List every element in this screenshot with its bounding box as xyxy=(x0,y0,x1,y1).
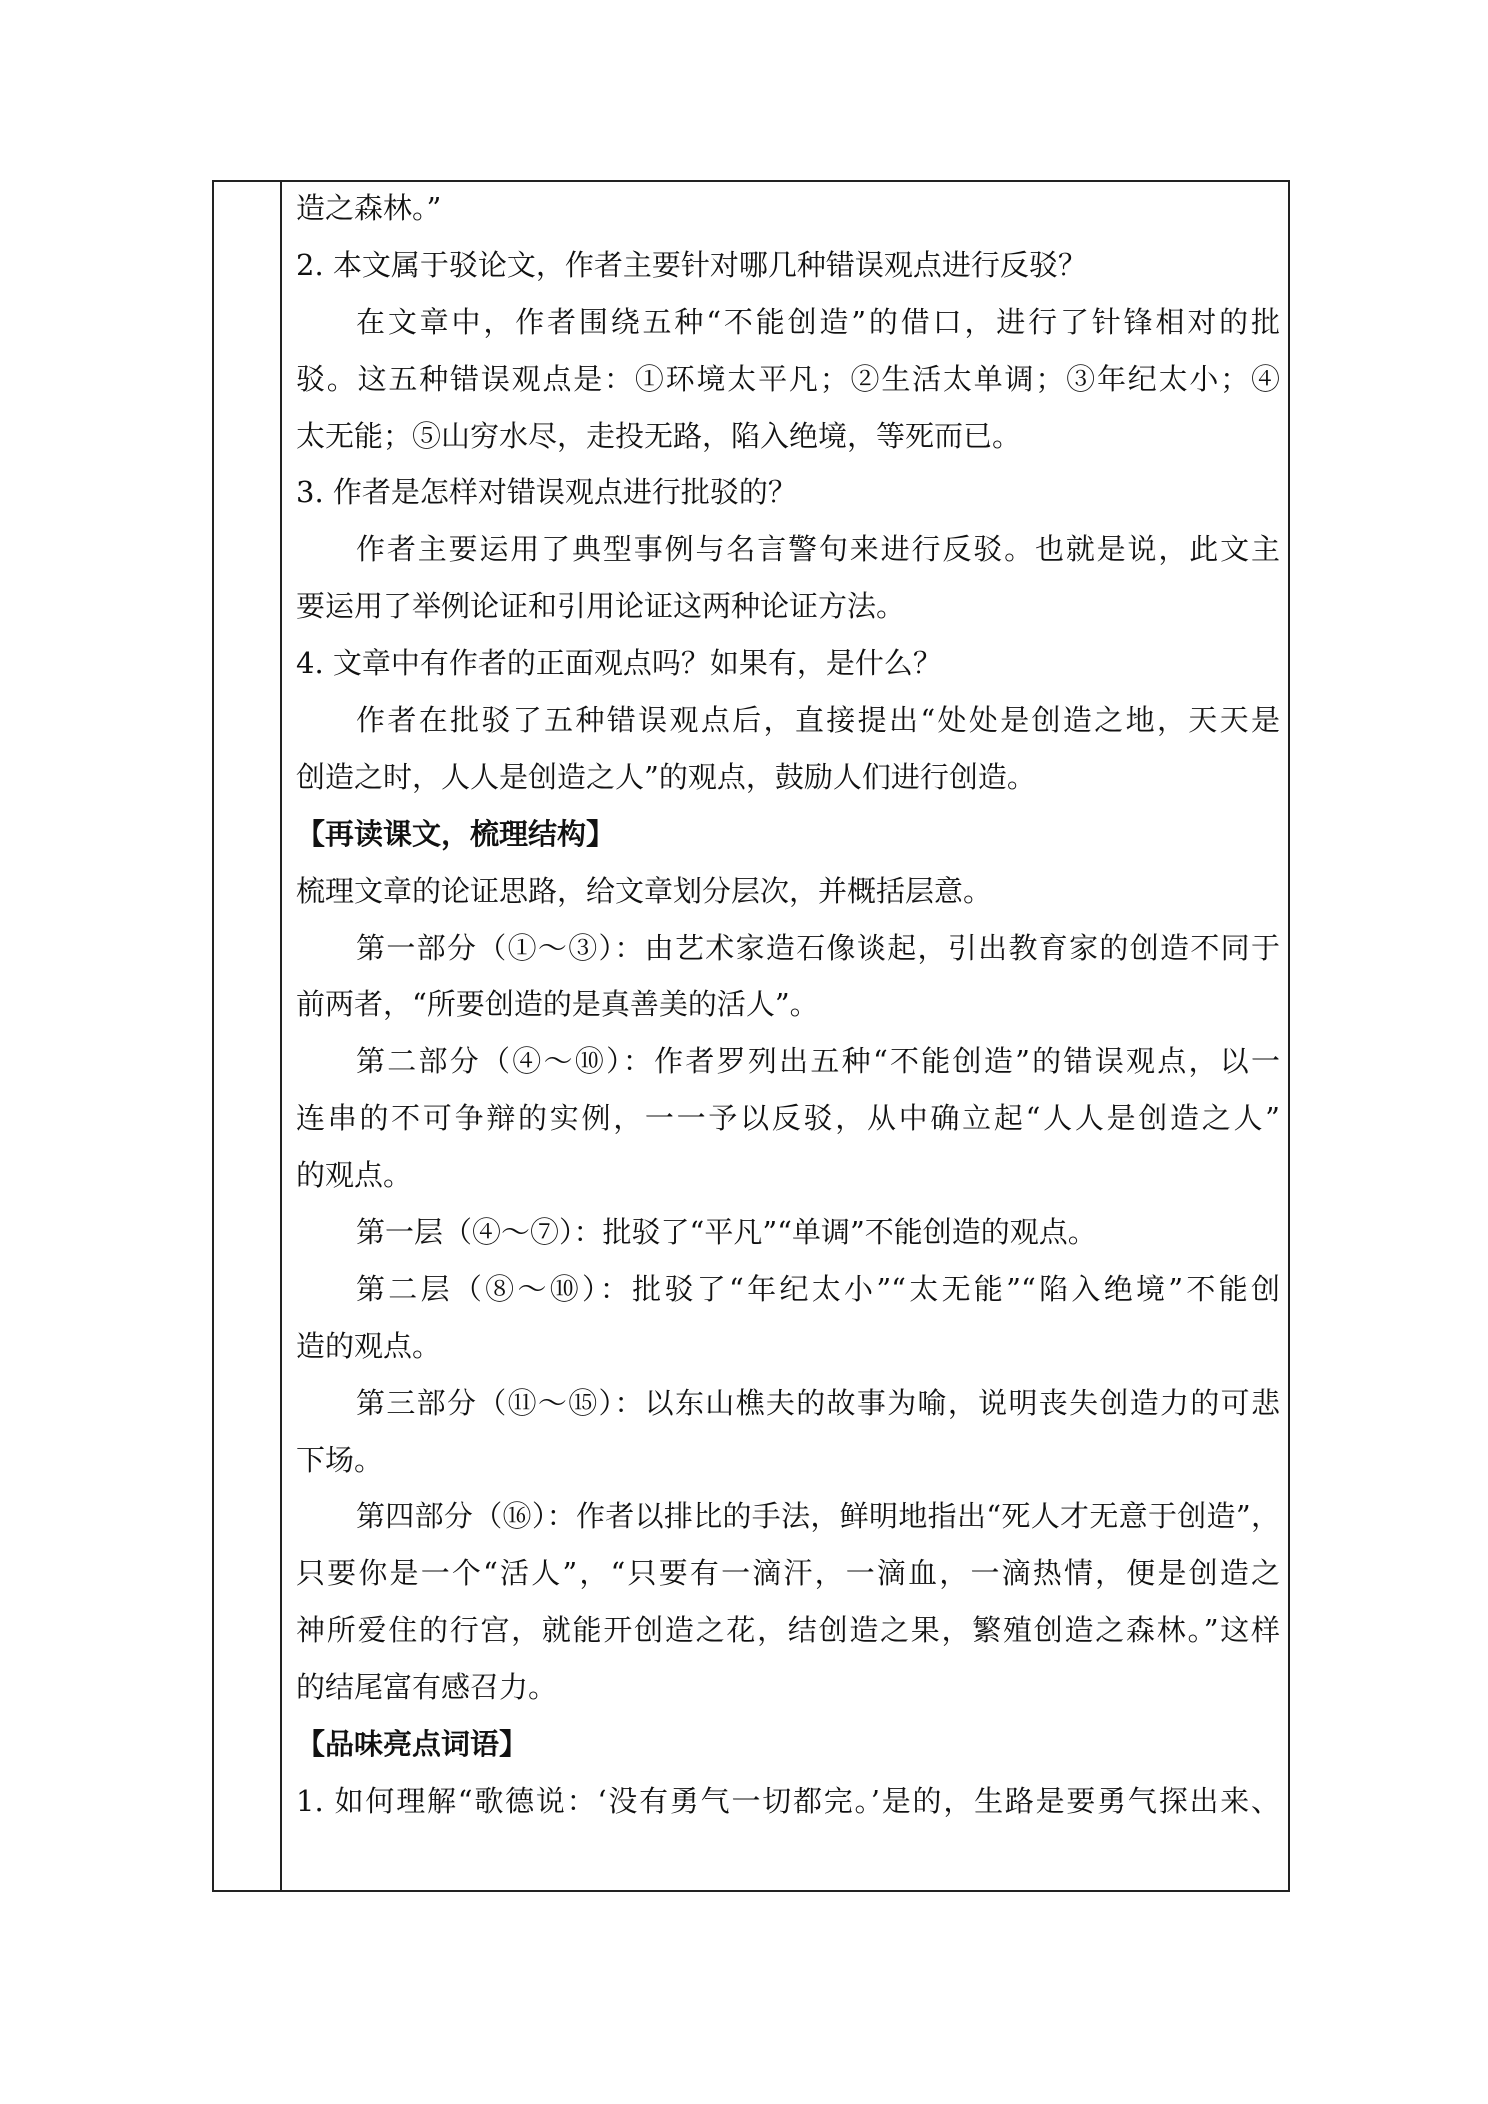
part-line: 的结尾富有感召力。 xyxy=(296,1670,558,1705)
answer-line: 要运用了举例论证和引用论证这两种论证方法。 xyxy=(296,589,906,624)
text-line: 造之森林。” xyxy=(296,191,442,225)
part-line: 下场。 xyxy=(296,1442,384,1477)
part-line: 的观点。 xyxy=(296,1158,413,1193)
question-line: 4. 文章中有作者的正面观点吗？如果有，是什么？ xyxy=(296,646,942,681)
part-line: 第三部分（⑪～⑮）：以东山樵夫的故事为喻，说明丧失创造力的可悲 xyxy=(356,1385,1280,1420)
answer-line: 作者主要运用了典型事例与名言警句来进行反驳。也就是说，此文主 xyxy=(356,532,1280,567)
answer-line: 创造之时，人人是创造之人”的观点，鼓励人们进行创造。 xyxy=(296,759,1036,794)
layer-line: 第二层（⑧～⑩）：批驳了“年纪太小”“太无能”“陷入绝境”不能创 xyxy=(356,1271,1280,1306)
question-line: 3. 作者是怎样对错误观点进行批驳的？ xyxy=(296,475,797,510)
layer-line: 造的观点。 xyxy=(296,1328,442,1363)
section-heading: 【再读课文，梳理结构】 xyxy=(296,816,616,851)
answer-line: 在文章中，作者围绕五种“不能创造”的借口，进行了针锋相对的批 xyxy=(356,304,1280,339)
section-heading: 【品味亮点词语】 xyxy=(296,1727,529,1762)
part-line: 第二部分（④～⑩）：作者罗列出五种“不能创造”的错误观点，以一 xyxy=(356,1044,1280,1079)
part-line: 连串的不可争辩的实例，一一予以反驳，从中确立起“人人是创造之人” xyxy=(296,1101,1280,1136)
answer-line: 作者在批驳了五种错误观点后，直接提出“处处是创造之地，天天是 xyxy=(356,703,1280,738)
layer-line: 第一层（④～⑦）：批驳了“平凡”“单调”不能创造的观点。 xyxy=(356,1215,1097,1250)
question-line: 1. 如何理解“歌德说：‘没有勇气一切都完。’是的，生路是要勇气探出来、 xyxy=(296,1783,1280,1818)
part-line: 第四部分（⑯）：作者以排比的手法，鲜明地指出“死人才无意于创造”， xyxy=(356,1499,1280,1534)
column-divider xyxy=(280,180,282,1892)
task-line: 梳理文章的论证思路，给文章划分层次，并概括层意。 xyxy=(296,873,993,908)
answer-line: 太无能；⑤山穷水尽，走投无路，陷入绝境，等死而已。 xyxy=(296,418,1022,453)
part-line: 前两者，“所要创造的是真善美的活人”。 xyxy=(296,987,819,1022)
part-line: 第一部分（①～③）：由艺术家造石像谈起，引出教育家的创造不同于 xyxy=(356,930,1280,965)
question-line: 2. 本文属于驳论文，作者主要针对哪几种错误观点进行反驳？ xyxy=(296,247,1087,282)
text-cell xyxy=(296,180,1280,1830)
answer-line: 驳。这五种错误观点是：①环境太平凡；②生活太单调；③年纪太小；④ xyxy=(296,361,1280,396)
part-line: 神所爱住的行宫，就能开创造之花，结创造之果，繁殖创造之森林。”这样 xyxy=(296,1613,1280,1648)
part-line: 只要你是一个“活人”，“只要有一滴汗，一滴血，一滴热情，便是创造之 xyxy=(296,1556,1280,1591)
